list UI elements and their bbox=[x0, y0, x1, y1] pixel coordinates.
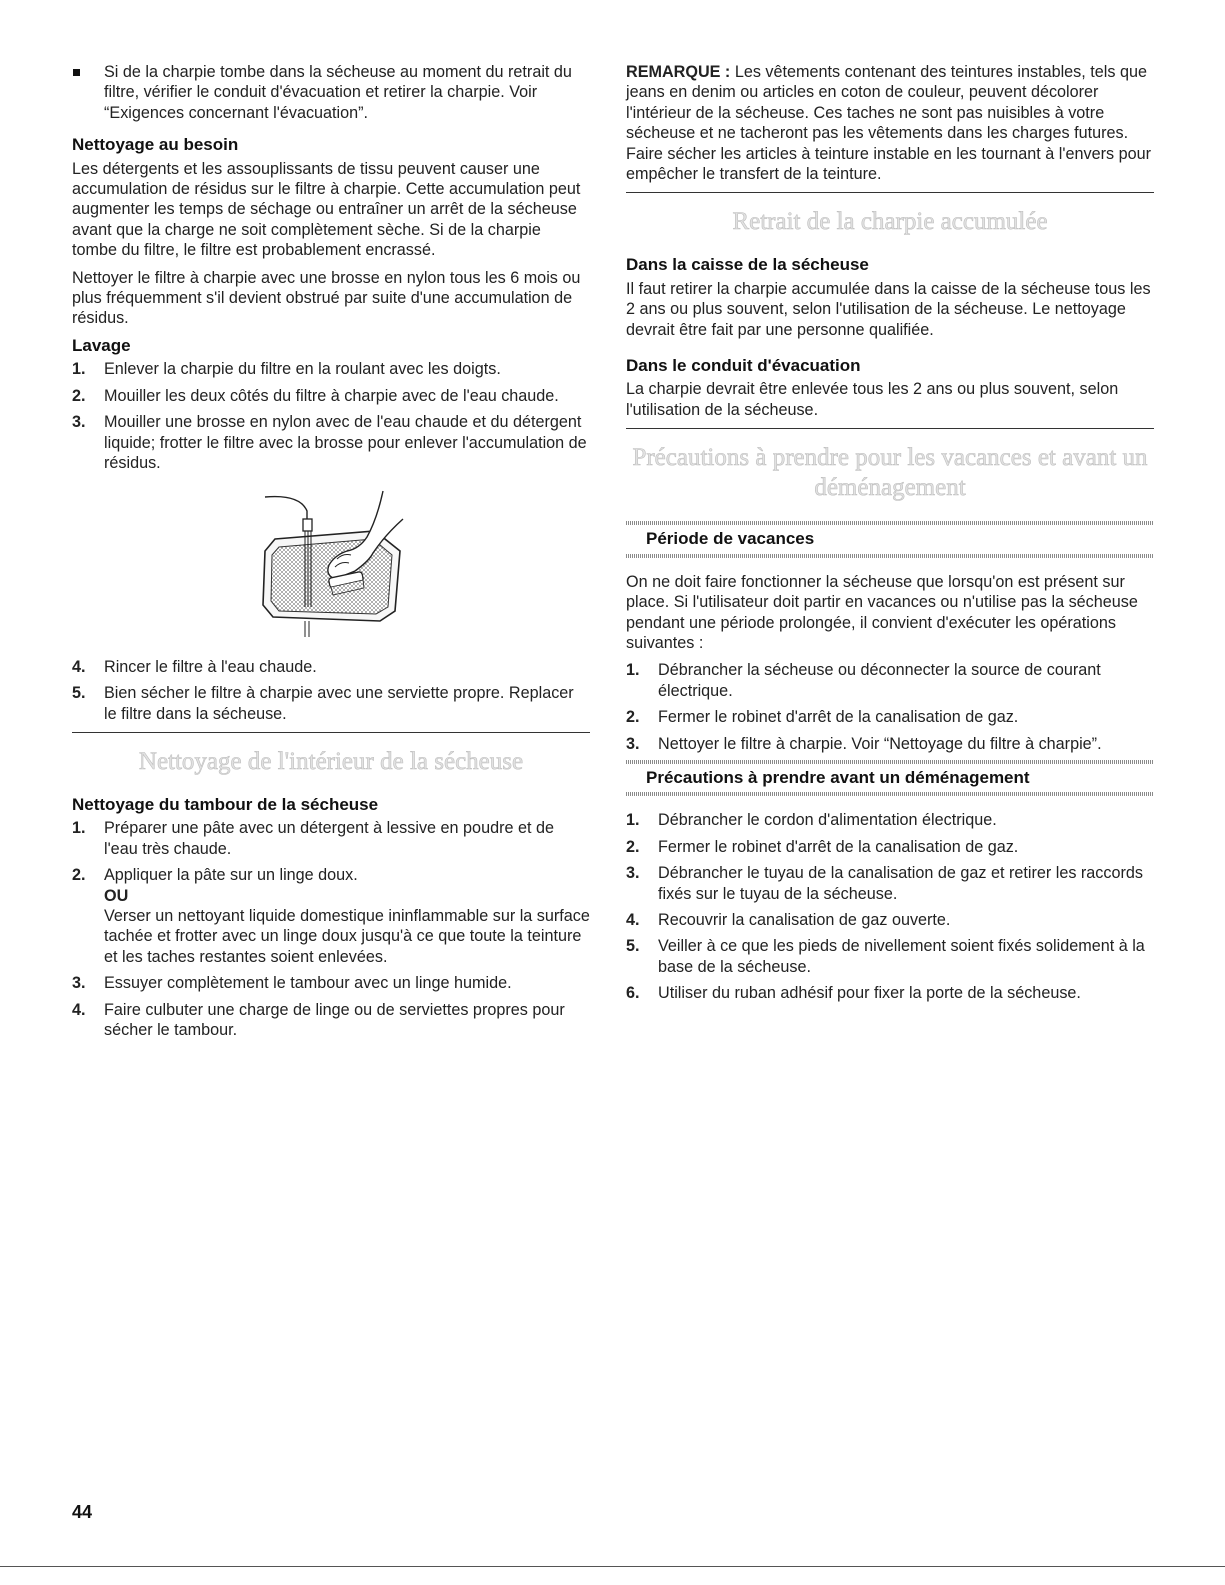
section-divider bbox=[72, 732, 590, 733]
list-item: 1. Débrancher la sécheuse ou déconnecter la source de courant électrique. bbox=[626, 661, 1101, 700]
ou-label: OU bbox=[104, 886, 129, 905]
tambour-steps bbox=[72, 818, 590, 1040]
section-title-retrait: Retrait de la charpie accumulée bbox=[732, 208, 1048, 236]
list-item: 2. Fermer le robinet d'arrêt de la canalisation de gaz. bbox=[626, 837, 1019, 856]
nettoyage-paragraph-1: Les détergents et les assouplissants de tissu peuvent causer une accumulation de résidus sur le filtre à charpie. Cette accumulation peut augmenter les temps de séchage ou entraîner un arrêt de la sécheuse avant que la charge ne soit complètement sèche. Si de la charpie tombe du filtre, le filtre est probablement encrassé. bbox=[72, 159, 581, 260]
dotted-rule bbox=[626, 554, 1154, 558]
list-item: 3. Débrancher le tuyau de la canalisation de gaz et retirer les raccords fixés sur le tuyau de la sécheuse. bbox=[626, 864, 1143, 903]
conduit-text: La charpie devrait être enlevée tous les 2 ans ou plus souvent, selon l'utilisation de la sécheuse. bbox=[626, 380, 1119, 419]
section-divider bbox=[626, 192, 1154, 193]
list-item: 1. Débrancher le cordon d'alimentation électrique. bbox=[626, 811, 997, 830]
lavage-steps-continued bbox=[72, 657, 590, 724]
lavage-steps bbox=[72, 359, 590, 473]
right-column bbox=[626, 62, 1154, 1010]
list-item: 1. Enlever la charpie du filtre en la roulant avec les doigts. bbox=[72, 360, 501, 379]
vacances-heading: Période de vacances bbox=[646, 529, 815, 549]
left-column bbox=[72, 62, 590, 1046]
section-title-precautions: Précautions à prendre pour les vacances et avant un déménagement bbox=[632, 444, 1148, 502]
dotted-rule bbox=[626, 792, 1154, 796]
list-item: 2. Mouiller les deux côtés du filtre à charpie avec de l'eau chaude. bbox=[72, 386, 559, 405]
vacances-text: On ne doit faire fonctionner la sécheuse que lorsqu'on est présent sur place. Si l'utilisateur doit partir en vacances ou n'utilise pas la sécheuse pendant une période prolongée, il convient d'exécuter les opérations suivantes : bbox=[626, 572, 1138, 652]
section-divider bbox=[626, 428, 1154, 429]
conduit-heading: Dans le conduit d'évacuation bbox=[626, 356, 861, 376]
remarque-text: Les vêtements contenant des teintures instables, tels que jeans en denim ou articles en coton de couleur, peuvent décolorer l'intérieur de la sécheuse. Ces taches ne sont pas nuisibles à votre sécheuse et ne tacheront pas les vêtements dans les charges futures. Faire sécher les articles à teinture instable en les tournant à l'envers pour empêcher le transfert de la teinture. bbox=[626, 63, 1151, 184]
demenagement-steps bbox=[626, 810, 1154, 1003]
list-item: 5. Veiller à ce que les pieds de nivellement soient fixés solidement à la base de la sécheuse. bbox=[626, 937, 1145, 976]
remarque-label: REMARQUE : bbox=[626, 63, 731, 81]
list-item: 5. Bien sécher le filtre à charpie avec une serviette propre. Replacer le filtre dans la sécheuse. bbox=[72, 684, 574, 723]
intro-bullet-text: Si de la charpie tombe dans la sécheuse au moment du retrait du filtre, vérifier le conduit d'évacuation et retirer la charpie. Voir “Exigences concernant l'évacuation”. bbox=[104, 63, 572, 122]
intro-bullet bbox=[72, 62, 590, 123]
list-item: 2. Fermer le robinet d'arrêt de la canalisation de gaz. bbox=[626, 708, 1019, 727]
vacances-steps bbox=[626, 660, 1154, 754]
tambour-heading: Nettoyage du tambour de la sécheuse bbox=[72, 794, 379, 814]
lavage-heading: Lavage bbox=[72, 335, 131, 355]
list-item: 4. Recouvrir la canalisation de gaz ouverte. bbox=[626, 910, 951, 929]
dotted-rule bbox=[626, 521, 1154, 525]
remarque-note bbox=[626, 62, 1154, 184]
nettoyage-heading: Nettoyage au besoin bbox=[72, 135, 239, 155]
demenagement-heading: Précautions à prendre avant un déménagement bbox=[646, 767, 1030, 787]
section-title-interieur: Nettoyage de l'intérieur de la sécheuse bbox=[138, 747, 524, 775]
nettoyage-paragraph-2: Nettoyer le filtre à charpie avec une brosse en nylon tous les 6 mois ou plus fréquemment s'il devient obstrué par suite d'une accumulation de résidus. bbox=[72, 268, 581, 328]
page-number: 44 bbox=[72, 1502, 93, 1522]
list-item: 3. Mouiller une brosse en nylon avec de l'eau chaude et du détergent liquide; frotter le filtre avec la brosse pour enlever l'accumulation de résidus. bbox=[72, 413, 587, 472]
vacances-heading-block bbox=[626, 521, 1154, 557]
caisse-text: Il faut retirer la charpie accumulée dans la caisse de la sécheuse tous les 2 ans ou plus souvent, selon l'utilisation de la sécheuse. Le nettoyage devrait être fait par une personne qualifiée. bbox=[626, 279, 1151, 339]
list-item: 2. Appliquer la pâte sur un linge doux. OU Verser un nettoyant liquide domestique ininflammable sur la surface tachée et frotter avec un linge doux jusqu'à ce que toute la teinture et les taches restantes soient enlevées. bbox=[72, 866, 590, 966]
demenagement-heading-block bbox=[626, 760, 1154, 796]
page-bottom-rule bbox=[0, 1566, 1225, 1567]
caisse-heading: Dans la caisse de la sécheuse bbox=[626, 255, 869, 275]
list-item: 1. Préparer une pâte avec un détergent à lessive en poudre et de l'eau très chaude. bbox=[72, 819, 554, 858]
bullet-square-icon bbox=[73, 69, 80, 76]
list-item: 4. Rincer le filtre à l'eau chaude. bbox=[72, 657, 317, 676]
list-item: 4. Faire culbuter une charge de linge ou de serviettes propres pour sécher le tambour. bbox=[72, 1000, 565, 1039]
list-item: 3. Essuyer complètement le tambour avec un linge humide. bbox=[72, 974, 512, 993]
list-item: 3. Nettoyer le filtre à charpie. Voir “Nettoyage du filtre à charpie”. bbox=[626, 734, 1102, 753]
lint-filter-brush-illustration bbox=[255, 489, 415, 639]
list-item: 6. Utiliser du ruban adhésif pour fixer la porte de la sécheuse. bbox=[626, 984, 1081, 1003]
dotted-rule bbox=[626, 760, 1154, 764]
